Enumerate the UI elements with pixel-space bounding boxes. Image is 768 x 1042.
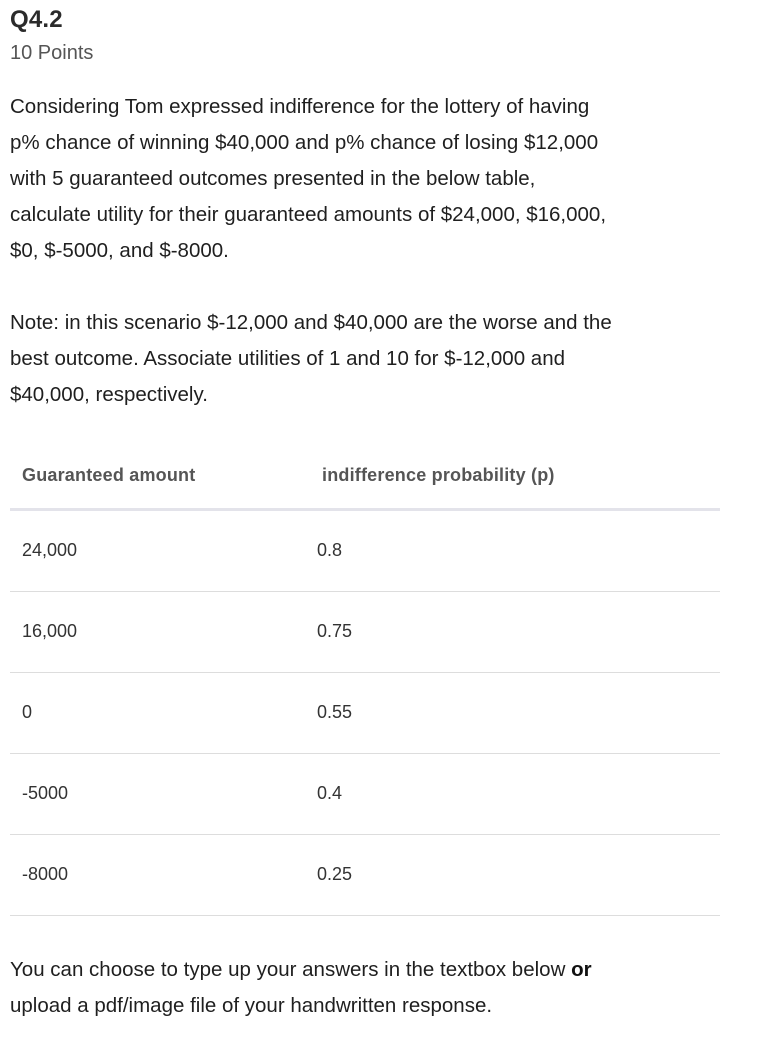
cell-guaranteed-amount: 0 bbox=[22, 702, 33, 722]
table-row bbox=[10, 511, 720, 592]
table-header bbox=[10, 452, 720, 511]
table-row bbox=[10, 592, 720, 673]
instructions-text: You can choose to type up your answers in the textbox below bbox=[10, 958, 572, 981]
question-points: 10 Points bbox=[10, 42, 94, 64]
prompt-line: calculate utility for their guaranteed amounts of $24,000, $16,000, bbox=[10, 203, 607, 226]
cell-guaranteed-amount: 24,000 bbox=[22, 540, 78, 560]
cell-probability: 0.8 bbox=[317, 540, 343, 560]
instructions-line-2: upload a pdf/image file of your handwritten response. bbox=[10, 994, 493, 1017]
prompt-line: p% chance of winning $40,000 and p% chance of losing $12,000 bbox=[10, 131, 599, 154]
prompt-line: $0, $-5000, and $-8000. bbox=[10, 239, 229, 262]
outcomes-table bbox=[10, 452, 720, 916]
question-title: Q4.2 bbox=[10, 6, 63, 33]
note-line: best outcome. Associate utilities of 1 and 10 for $-12,000 and bbox=[10, 347, 565, 370]
column-header-indifference-probability: indifference probability (p) bbox=[322, 465, 555, 485]
table-row bbox=[10, 754, 720, 835]
prompt-line: Considering Tom expressed indifference for the lottery of having bbox=[10, 95, 590, 118]
answer-instructions bbox=[10, 952, 722, 1024]
cell-probability: 0.4 bbox=[317, 783, 343, 803]
instructions-emphasis: or bbox=[571, 958, 592, 981]
cell-guaranteed-amount: 16,000 bbox=[22, 621, 78, 641]
column-header-guaranteed-amount: Guaranteed amount bbox=[22, 465, 196, 485]
prompt-line: with 5 guaranteed outcomes presented in the below table, bbox=[10, 167, 536, 190]
table-row bbox=[10, 673, 720, 754]
table-row bbox=[10, 835, 720, 916]
question-prompt bbox=[10, 89, 722, 269]
question-note bbox=[10, 305, 722, 413]
cell-probability: 0.25 bbox=[317, 864, 353, 884]
cell-guaranteed-amount: -5000 bbox=[22, 783, 69, 803]
note-line: Note: in this scenario $-12,000 and $40,000 are the worse and the bbox=[10, 311, 612, 334]
cell-probability: 0.75 bbox=[317, 621, 353, 641]
cell-guaranteed-amount: -8000 bbox=[22, 864, 69, 884]
instructions-line-1 bbox=[10, 952, 722, 988]
note-line: $40,000, respectively. bbox=[10, 383, 208, 406]
cell-probability: 0.55 bbox=[317, 702, 353, 722]
